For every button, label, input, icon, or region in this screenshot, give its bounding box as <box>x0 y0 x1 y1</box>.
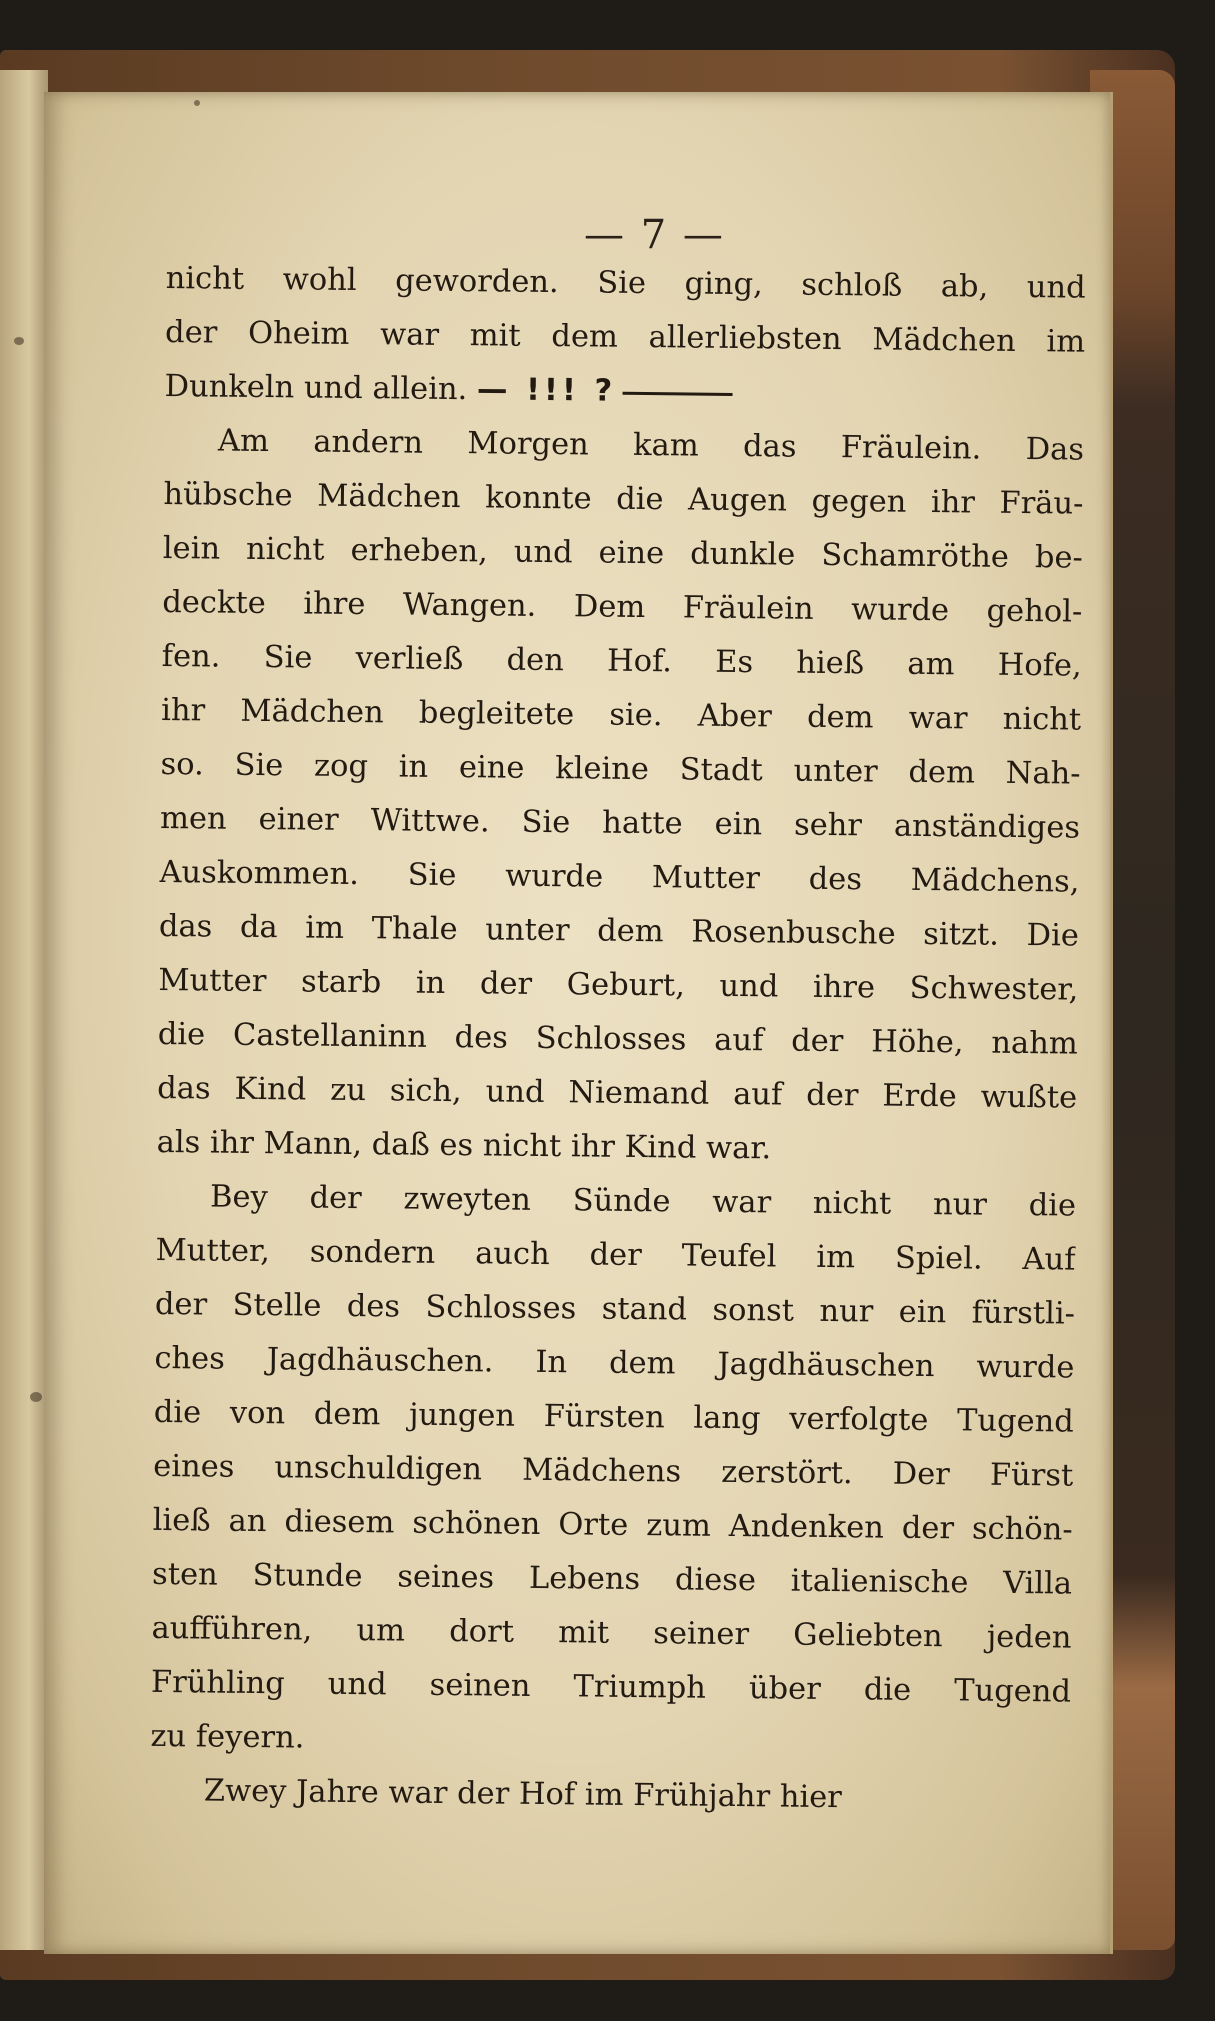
text-line <box>163 522 1084 586</box>
handwritten-annotation: — !!! ? <box>476 372 617 409</box>
text-line <box>165 252 1086 316</box>
text-line-content: Zwey Jahre war der Hof im Frühjahr hier <box>203 1773 843 1816</box>
text-line-content: Mutter, sondern auch der Teufel im Spiel. Auf <box>155 1232 1076 1278</box>
text-line <box>154 1332 1075 1396</box>
text-line <box>155 1224 1076 1288</box>
text-line <box>164 414 1085 478</box>
text-line <box>160 738 1081 802</box>
text-line-content: hübsche Mädchen konnte die Augen gegen ihr Fräu- <box>163 476 1084 522</box>
text-line-content: das da im Thale unter dem Rosenbusche sitzt. Die <box>158 908 1080 954</box>
text-line-content: ließ an diesem schönen Orte zum Andenken der schön- <box>152 1502 1073 1548</box>
text-line <box>161 630 1082 694</box>
text-line <box>155 1278 1076 1342</box>
text-line <box>162 576 1083 640</box>
text-line <box>156 1170 1077 1234</box>
page-text <box>150 252 1086 1828</box>
text-line <box>163 468 1084 532</box>
text-line-content: sten Stunde seines Lebens diese italienische Villa <box>151 1556 1073 1602</box>
text-line <box>160 792 1081 856</box>
text-line-content: so. Sie zog in eine kleine Stadt unter dem Nah- <box>160 746 1081 792</box>
text-line-content: Bey der zweyten Sünde war nicht nur die <box>209 1179 1077 1224</box>
text-line <box>165 306 1086 370</box>
text-line <box>158 1008 1079 1072</box>
text-line-content: das Kind zu sich, und Niemand auf der Erde wußte <box>157 1070 1078 1116</box>
ink-smudge <box>30 1392 42 1402</box>
text-line <box>151 1656 1072 1720</box>
text-line <box>150 1710 1071 1774</box>
text-line <box>164 360 1085 424</box>
text-line-content: ches Jagdhäuschen. In dem Jagdhäuschen wurde <box>154 1340 1075 1386</box>
text-line <box>157 1062 1078 1126</box>
text-line-content: Auskommen. Sie wurde Mutter des Mädchens, <box>159 854 1080 900</box>
text-line <box>151 1602 1072 1666</box>
text-line-content: Am andern Morgen kam das Fräulein. Das <box>217 423 1085 468</box>
text-line-content: nicht wohl geworden. Sie ging, schloß ab, und <box>165 260 1086 306</box>
ink-smudge <box>194 100 200 106</box>
text-line-content: eines unschuldigen Mädchens zerstört. Der Fürst <box>153 1448 1074 1494</box>
text-line <box>154 1386 1075 1450</box>
text-line <box>156 1116 1077 1180</box>
text-line-content: als ihr Mann, daß es nicht ihr Kind war. <box>156 1124 772 1167</box>
text-line-content: Dunkeln und allein. <box>164 368 468 408</box>
page-number: — 7 — <box>584 212 725 258</box>
text-line <box>153 1440 1074 1504</box>
text-line-content: der Oheim war mit dem allerliebsten Mädchen im <box>164 314 1086 360</box>
text-line <box>152 1494 1073 1558</box>
text-line <box>161 684 1082 748</box>
text-line-content: fen. Sie verließ den Hof. Es hieß am Hofe, <box>161 638 1082 684</box>
text-line-content: aufführen, um dort mit seiner Geliebten jeden <box>151 1610 1072 1656</box>
text-line-content: zu feyern. <box>150 1718 305 1756</box>
left-page-edge <box>0 70 48 1950</box>
ink-smudge <box>14 337 24 345</box>
text-line <box>158 954 1079 1018</box>
text-line-content: Frühling und seinen Triumph über die Tugend <box>150 1664 1072 1710</box>
text-line-content: lein nicht erheben, und eine dunkle Schamröthe be- <box>162 530 1084 576</box>
text-line-content: men einer Wittwe. Sie hatte ein sehr anständiges <box>159 800 1081 846</box>
text-line-content: der Stelle des Schlosses stand sonst nur ein fürstli- <box>154 1286 1076 1332</box>
text-line-content: die Castellaninn des Schlosses auf der Höhe, nahm <box>157 1016 1078 1062</box>
text-line <box>150 1764 1071 1828</box>
text-line-content: deckte ihre Wangen. Dem Fräulein wurde gehol- <box>162 584 1083 630</box>
handwritten-underline <box>622 391 732 395</box>
text-line <box>159 900 1080 964</box>
text-line-content: ihr Mädchen begleitete sie. Aber dem war nicht <box>161 692 1082 738</box>
text-line-content: Mutter starb in der Geburt, und ihre Schwester, <box>158 962 1079 1008</box>
text-line-content: die von dem jungen Fürsten lang verfolgte Tugend <box>153 1394 1074 1440</box>
text-line <box>159 846 1080 910</box>
text-line <box>152 1548 1073 1612</box>
